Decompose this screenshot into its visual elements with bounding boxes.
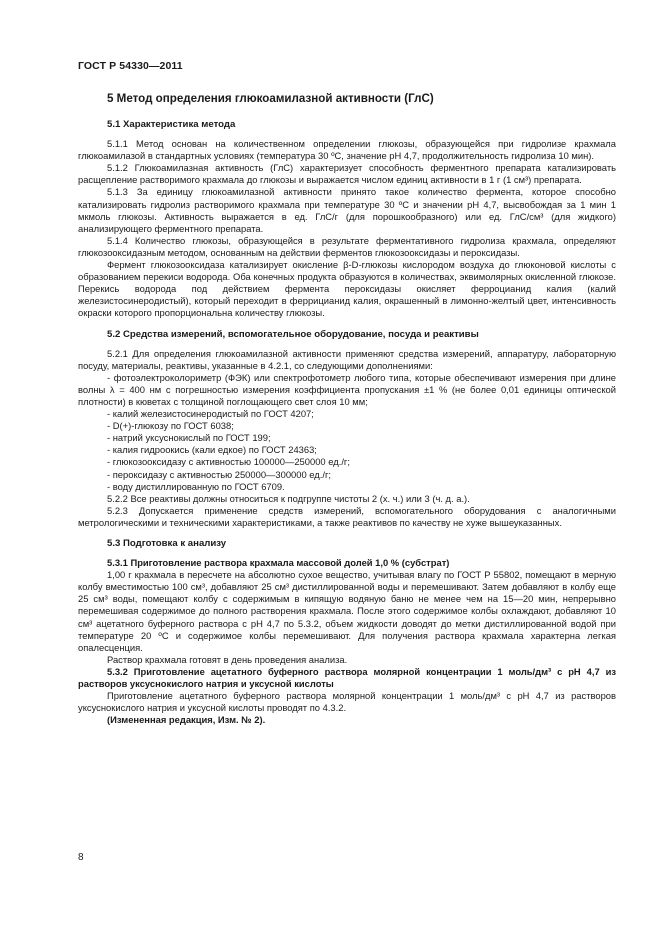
paragraph-5-2-3: 5.2.3 Допускается применение средств измерений, вспомогательного оборудования с аналогичными метрологическими и техническими характеристиками, а также реактивов по качеству не хуже вышеуказанных. <box>78 504 616 528</box>
subsection-5-3-2-title: 5.3.2 Приготовление ацетатного буферного раствора молярной концентрации 1 моль/дм³ с рН 4,7 из растворов уксуснокислого натрия и уксусной кислоты <box>78 665 616 690</box>
section-5-1-title: 5.1 Характеристика метода <box>107 119 236 130</box>
amendment-note: (Измененная редакция, Изм. № 2). <box>107 714 266 726</box>
page-number: 8 <box>78 852 84 863</box>
list-item: - D(+)-глюкозу по ГОСТ 6038; <box>107 420 234 432</box>
list-item: - натрий уксуснокислый по ГОСТ 199; <box>107 432 271 444</box>
list-item: - пероксидазу с активностью 250000—300000 ед./г; <box>107 468 332 480</box>
standard-header: ГОСТ Р 54330—2011 <box>78 60 183 72</box>
paragraph-5-3-2: Приготовление ацетатного буферного раствора молярной концентрации 1 моль/дм³ с рН 4,7 из растворов уксуснокислого натрия и уксусной кислоты проводят по 4.3.2. <box>78 690 616 714</box>
document-body <box>78 92 616 726</box>
paragraph-5-1-4-cont: Фермент глюкозооксидаза катализирует окисление β-D-глюкозы кислородом воздуха до глюконовой кислоты с образованием перекиси водорода. Оба конечных продукта образуются в количествах, эквимолярных окисленной глюкозе. Перекись водорода под действием фермента пероксидазы окисляет ферроцианид калия (калий железистосинеродистый), который переходит в феррицианид калия, окрашенный в лимонно-желтый цвет, интенсивность окраски которого пропорциональна количеству глюкозы. <box>78 259 616 319</box>
paragraph-5-3-1: 1,00 г крахмала в пересчете на абсолютно сухое вещество, учитывая влагу по ГОСТ Р 55802, помещают в мерную колбу вместимостью 100 см³, добавляют 25 см³ дистиллированной воды и перемешивают. Затем добавляют в колбу еще 25 см³ воды, помещают колбу с содержимым в кипящую водяную баню не менее чем на 15—20 мин, непрерывно перемешивая содержимое до полного растворения крахмала. После этого содержимое колбы охлаждают, добавляют 10 см³ ацетатного буферного раствора с рН 4,7 по 5.3.2, объем жидкости доводят до метки дистиллированной водой при температуре 20 ºС и содержимое колбы перемешивают. Для получения раствора крахмала характерна легкая опалесценция. <box>78 569 616 653</box>
list-item: - калий железистосинеродистый по ГОСТ 4207; <box>107 408 314 420</box>
list-item: - воду дистиллированную по ГОСТ 6709. <box>107 480 285 492</box>
section-5-title: 5 Метод определения глюкоамилазной активности (ГлС) <box>107 92 434 105</box>
list-item: - фотоэлектроколориметр (ФЭК) или спектрофотометр любого типа, которые обеспечивают измерения при длине волны λ = 400 нм с погрешностью измерения коэффициента пропускания ±1 % (не более 0,01 единицы оптической плотности) в кюветах с толщиной поглощающего свет слоя 10 мм; <box>78 371 616 407</box>
paragraph-5-2-2: 5.2.2 Все реактивы должны относиться к подгруппе чистоты 2 (х. ч.) или 3 (ч. д. а.). <box>107 492 470 504</box>
section-5-2-title: 5.2 Средства измерений, вспомогательное оборудование, посуда и реактивы <box>107 328 479 340</box>
paragraph-5-1-4: 5.1.4 Количество глюкозы, образующейся в результате ферментативного гидролиза крахмала, определяют глюкозооксидазным методом, основанным на действии ферментов глюкозооксидазы и пероксидазы. <box>78 234 616 258</box>
paragraph-5-1-2: 5.1.2 Глюкоамилазная активность (ГлС) характеризует способность ферментного препарата катализировать расщепление растворимого крахмала до глюкозы и выражается числом единиц активности в 1 г (1 см³) препарата. <box>78 162 616 186</box>
section-5-3-title: 5.3 Подготовка к анализу <box>107 538 227 549</box>
paragraph-5-1-3: 5.1.3 За единицу глюкоамилазной активности принято такое количество фермента, которое способно катализировать гидролиз растворимого крахмала при температуре 30 ºС и значении рН 4,7, высвобождая за 1 мин 1 мкмоль глюкозы. Активность выражается в ед. ГлС/г (для порошкообразного) или ед. ГлС/см³ (для жидкого) анализирующего ферментного препарата. <box>78 186 616 234</box>
list-item: - глюкозооксидазу с активностью 100000—250000 ед./г; <box>107 456 350 468</box>
paragraph-5-1-1: 5.1.1 Метод основан на количественном определении глюкозы, образующейся при гидролизе крахмала глюкоамилазой в стандартных условиях (температура 30 ºС, значение рН 4,7, продолжительность гидролиза 10 мин). <box>78 138 616 162</box>
list-item: - калия гидроокись (кали едкое) по ГОСТ 24363; <box>107 444 317 456</box>
subsection-5-3-1-title: 5.3.1 Приготовление раствора крахмала массовой долей 1,0 % (субстрат) <box>107 557 450 569</box>
paragraph-5-3-1-note: Раствор крахмала готовят в день проведения анализа. <box>107 653 348 665</box>
paragraph-5-2-1: 5.2.1 Для определения глюкоамилазной активности применяют средства измерений, аппаратуру, лабораторную посуду, материалы, реактивы, указанные в 4.2.1, со следующими дополнениями: <box>78 347 616 371</box>
